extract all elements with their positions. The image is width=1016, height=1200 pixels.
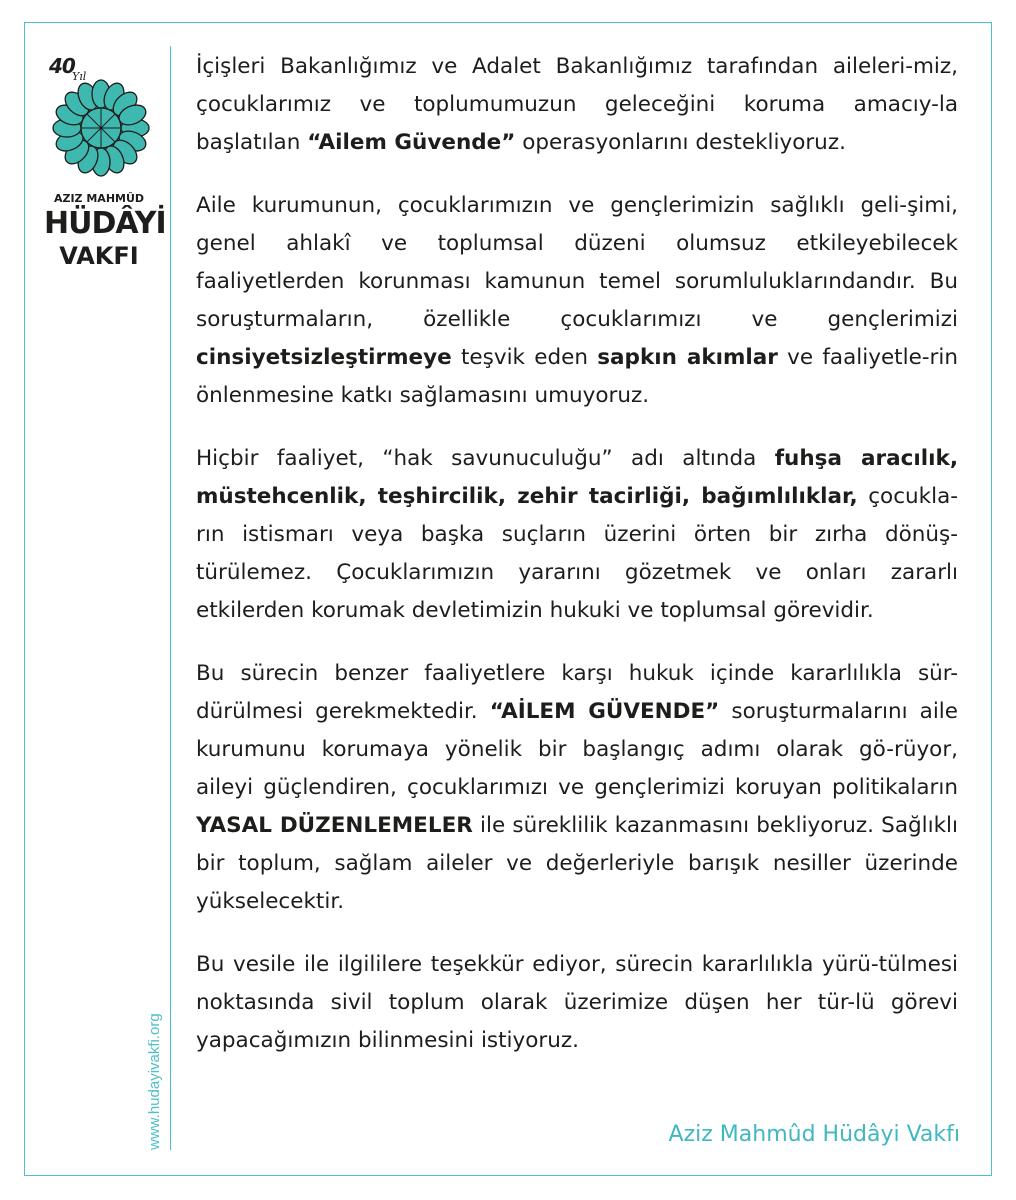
paragraph-text: soruşturmalarını aile kurumunu korumaya yönelik bir başlangıç adımı olarak gö-rüyor, aileyi güçlendiren, çocuklarımızı ve gençlerimizi koruyan politikaların	[196, 699, 959, 800]
emphasized-text: “AİLEM GÜVENDE”	[489, 699, 720, 724]
paragraph-text: Aile kurumunun, çocuklarımızın ve gençlerimizin sağlıklı geli-şimi, genel ahlakî ve toplumsal düzeni olumsuz etkileyebilecek faaliyetlerden korunması kamunun temel sorumluluklarındandır. Bu soruşturmaların, özellikle çocuklarımızı ve gençlerimizi	[196, 193, 958, 332]
logo-line-hudayi: HÜDÂYİ	[44, 206, 166, 241]
anniversary-suffix: Yıl	[72, 70, 87, 83]
sidebar-divider	[170, 46, 171, 1150]
logo-line-vakfi: VAKFI	[59, 242, 139, 270]
paragraph-text: ve faaliyetle-rin önlenmesine katkı sağlamasını umuyoruz.	[196, 345, 958, 408]
emphasized-text: cinsiyetsizleştirmeye	[196, 345, 452, 370]
statement-body	[196, 48, 958, 1085]
paragraph-text: Hiçbir faaliyet, “hak savunuculuğu” adı altında	[196, 446, 775, 471]
website-url: www.hudayivakfi.org	[146, 1013, 163, 1150]
signature: Aziz Mahmûd Hüdâyi Vakfı	[668, 1122, 960, 1147]
foundation-logo	[44, 50, 166, 270]
anniversary-number: 40	[49, 54, 75, 78]
statement-paragraph	[196, 655, 958, 921]
flower-emblem-icon	[46, 70, 156, 180]
statement-paragraph	[196, 440, 958, 630]
paragraph-text: operasyonlarını destekliyoruz.	[515, 130, 846, 155]
paragraph-text: İçişleri Bakanlığımız ve Adalet Bakanlığımız tarafından aileleri-miz, çocuklarımız ve toplumumuzun geleceğini koruma amacıy-la başlatılan	[196, 54, 958, 155]
emphasized-text: fuhşa aracılık, müstehcenlik, teşhircilik, zehir tacirliği, bağımlılıklar,	[196, 446, 958, 509]
paragraph-text: çocukla-rın istismarı veya başka suçların üzerini örten bir zırha dönüş-türülemez. Çocuklarımızın yararını gözetmek ve onları zararlı etkilerden korumak devletimizin hukuki ve toplumsal görevidir.	[196, 484, 958, 623]
statement-paragraph	[196, 48, 958, 162]
emphasized-text: “Ailem Güvende”	[307, 130, 516, 155]
logo-line-aziz-mahmud: AZIZ MAHMÛD	[53, 192, 145, 205]
statement-paragraph	[196, 187, 958, 415]
paragraph-text: ile süreklilik kazanmasını bekliyoruz. Sağlıklı bir toplum, sağlam aileler ve değerleriyle barışık nesiller üzerinde yükselecektir.	[196, 813, 958, 914]
paragraph-text: teşvik eden	[451, 345, 598, 370]
emphasized-text: YASAL DÜZENLEMELER	[196, 813, 473, 838]
statement-paragraph	[196, 946, 958, 1060]
paragraph-text: Bu sürecin benzer faaliyetlere karşı hukuk içinde kararlılıkla sür-dürülmesi gerekmektedir.	[196, 661, 958, 724]
paragraph-text: Bu vesile ile ilgililere teşekkür ediyor, sürecin kararlılıkla yürü-tülmesi noktasında sivil toplum olarak üzerimize düşen her tür-lü görevi yapacağımızın bilinmesini istiyoruz.	[196, 952, 958, 1053]
emphasized-text: sapkın akımlar	[597, 345, 778, 370]
